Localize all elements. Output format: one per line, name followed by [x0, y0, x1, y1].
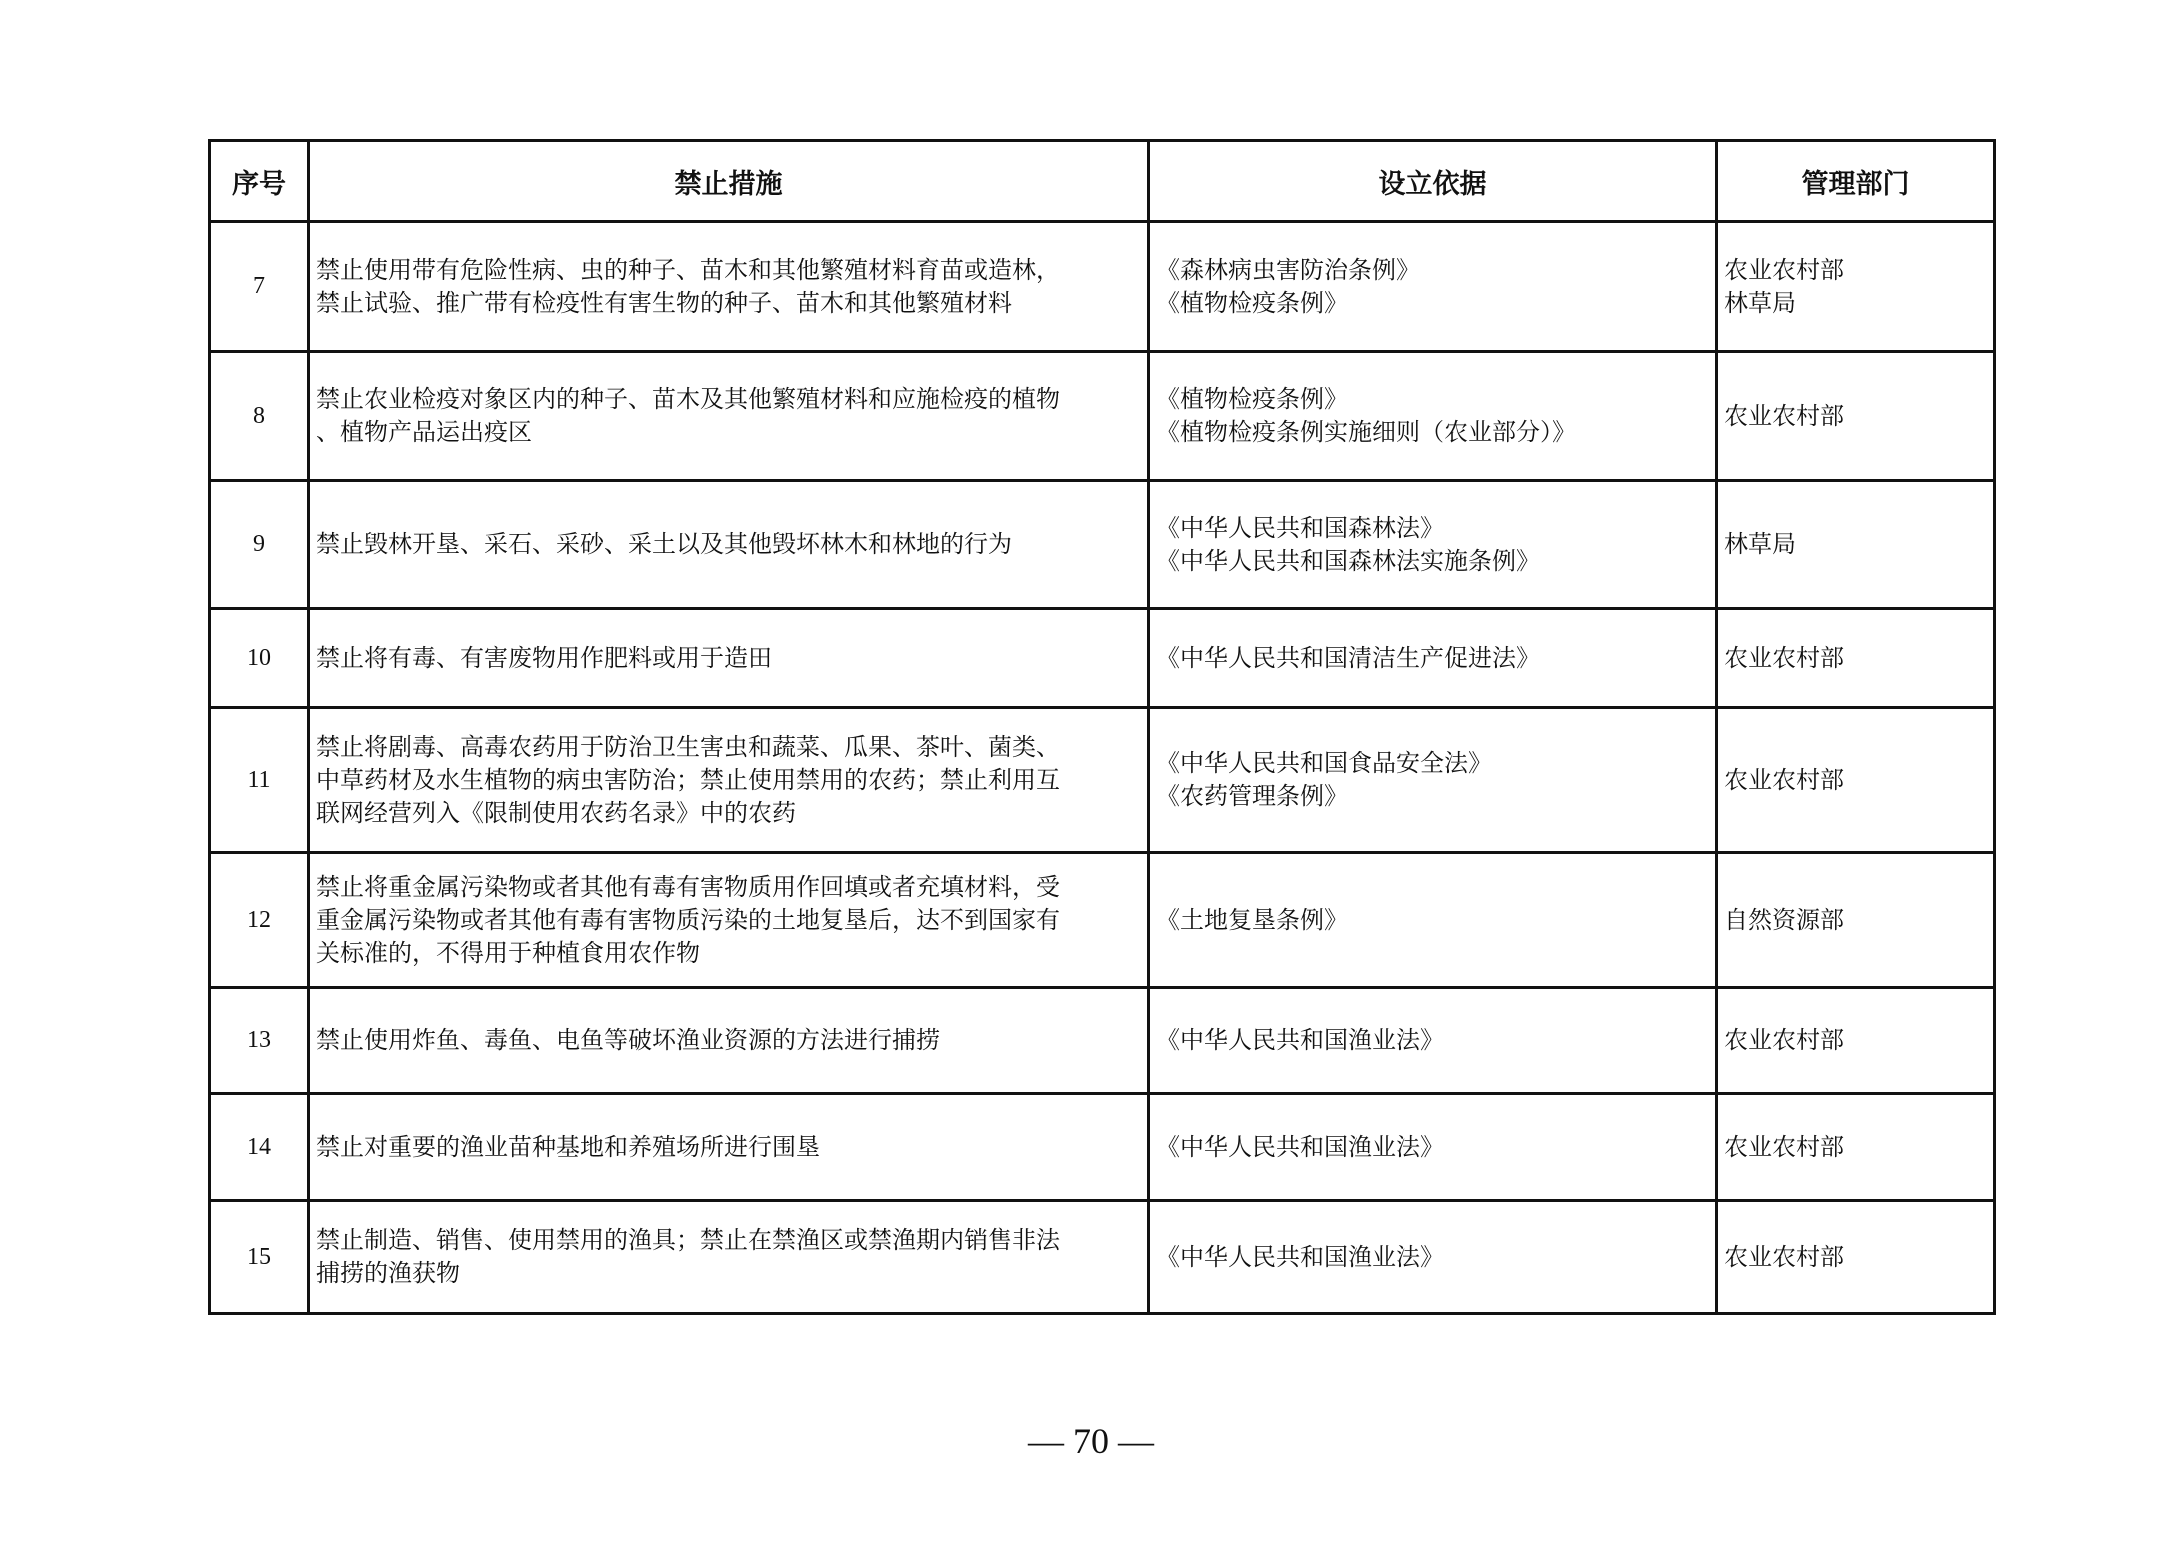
department-cell	[1717, 708, 1995, 853]
table-row	[210, 1094, 1995, 1201]
serial-number-cell: 13	[210, 988, 309, 1094]
basis-line: 《植物检疫条例实施细则（农业部分）》	[1156, 418, 1576, 446]
table-row	[210, 481, 1995, 609]
header-prohibition-measure: 禁止措施	[309, 141, 1149, 222]
measure-line: 禁止将剧毒、高毒农药用于防治卫生害虫和蔬菜、瓜果、茶叶、菌类、	[316, 732, 1060, 761]
measure-line: 禁止制造、销售、使用禁用的渔具；禁止在禁渔区或禁渔期内销售非法	[316, 1226, 1060, 1254]
serial-number-cell: 10	[210, 609, 309, 708]
prohibition-table	[208, 139, 1996, 1315]
table-row	[210, 609, 1995, 708]
department-cell	[1717, 352, 1995, 481]
measure-line: 重金属污染物或者其他有毒有害物质污染的土地复垦后，达不到国家有	[316, 905, 1060, 934]
legal-basis-cell	[1149, 1201, 1717, 1314]
measure-line: 禁止将有毒、有害废物用作肥料或用于造田	[316, 643, 772, 672]
table-body	[210, 222, 1995, 1314]
department-cell	[1717, 988, 1995, 1094]
header-serial-number: 序号	[210, 141, 309, 222]
serial-number-cell: 9	[210, 481, 309, 609]
department-line: 农业农村部	[1724, 1242, 1844, 1271]
department-line: 农业农村部	[1724, 1132, 1844, 1161]
basis-line: 《森林病虫害防治条例》	[1156, 255, 1420, 284]
prohibition-measure-cell	[309, 352, 1149, 481]
department-cell	[1717, 222, 1995, 352]
prohibition-measure-cell	[309, 222, 1149, 352]
legal-basis-cell	[1149, 708, 1717, 853]
serial-number-cell: 15	[210, 1201, 309, 1314]
measure-line: 中草药材及水生植物的病虫害防治；禁止使用禁用的农药；禁止利用互	[316, 765, 1060, 794]
basis-line: 《植物检疫条例》	[1156, 385, 1348, 413]
serial-number-cell: 11	[210, 708, 309, 853]
serial-number-cell: 8	[210, 352, 309, 481]
table-row	[210, 352, 1995, 481]
department-line: 林草局	[1724, 288, 1796, 317]
header-management-department: 管理部门	[1717, 141, 1995, 222]
measure-line: 捕捞的渔获物	[316, 1259, 460, 1287]
department-cell	[1717, 1094, 1995, 1201]
legal-basis-cell	[1149, 853, 1717, 988]
basis-line: 《农药管理条例》	[1156, 782, 1348, 810]
measure-line: 禁止使用炸鱼、毒鱼、电鱼等破坏渔业资源的方法进行捕捞	[316, 1026, 940, 1054]
measure-line: 禁止使用带有危险性病、虫的种子、苗木和其他繁殖材料育苗或造林，	[316, 255, 1060, 284]
basis-line: 《中华人民共和国森林法》	[1156, 513, 1444, 542]
measure-line: 禁止对重要的渔业苗种基地和养殖场所进行围垦	[316, 1132, 820, 1161]
department-line: 林草局	[1724, 530, 1796, 558]
header-legal-basis: 设立依据	[1149, 141, 1717, 222]
legal-basis-cell	[1149, 988, 1717, 1094]
serial-number-cell: 7	[210, 222, 309, 352]
department-cell	[1717, 853, 1995, 988]
department-cell	[1717, 609, 1995, 708]
prohibition-measure-cell	[309, 708, 1149, 853]
prohibition-measure-cell	[309, 1201, 1149, 1314]
table-row	[210, 708, 1995, 853]
serial-number-cell: 14	[210, 1094, 309, 1201]
measure-line: 禁止试验、推广带有检疫性有害生物的种子、苗木和其他繁殖材料	[316, 288, 1012, 317]
legal-basis-cell	[1149, 222, 1717, 352]
legal-basis-cell	[1149, 609, 1717, 708]
department-cell	[1717, 481, 1995, 609]
department-line: 农业农村部	[1724, 401, 1844, 430]
table-row	[210, 1201, 1995, 1314]
department-line: 自然资源部	[1724, 905, 1844, 934]
department-line: 农业农村部	[1724, 643, 1844, 672]
prohibition-measure-cell	[309, 481, 1149, 609]
table-row	[210, 988, 1995, 1094]
basis-line: 《中华人民共和国清洁生产促进法》	[1156, 643, 1540, 672]
table-header-row	[210, 141, 1995, 222]
department-line: 农业农村部	[1724, 765, 1844, 794]
department-cell	[1717, 1201, 1995, 1314]
table-row	[210, 222, 1995, 352]
basis-line: 《中华人民共和国渔业法》	[1156, 1132, 1444, 1161]
department-line: 农业农村部	[1724, 1026, 1844, 1054]
basis-line: 《中华人民共和国渔业法》	[1156, 1026, 1444, 1054]
measure-line: 关标准的，不得用于种植食用农作物	[316, 938, 700, 967]
measure-line: 联网经营列入《限制使用农药名录》中的农药	[316, 798, 796, 827]
prohibition-measure-cell	[309, 609, 1149, 708]
basis-line: 《中华人民共和国食品安全法》	[1156, 749, 1492, 777]
legal-basis-cell	[1149, 1094, 1717, 1201]
page-number: — 70 —	[1028, 1421, 1154, 1461]
prohibition-measure-cell	[309, 853, 1149, 988]
basis-line: 《中华人民共和国渔业法》	[1156, 1242, 1444, 1271]
department-line: 农业农村部	[1724, 255, 1844, 284]
basis-line: 《中华人民共和国森林法实施条例》	[1156, 546, 1540, 575]
legal-basis-cell	[1149, 481, 1717, 609]
serial-number-cell: 12	[210, 853, 309, 988]
table-row	[210, 853, 1995, 988]
measure-line: 禁止将重金属污染物或者其他有毒有害物质用作回填或者充填材料，受	[316, 872, 1060, 901]
measure-line: 禁止毁林开垦、采石、采砂、采土以及其他毁坏林木和林地的行为	[316, 530, 1012, 558]
basis-line: 《植物检疫条例》	[1156, 288, 1348, 317]
legal-basis-cell	[1149, 352, 1717, 481]
measure-line: 禁止农业检疫对象区内的种子、苗木及其他繁殖材料和应施检疫的植物	[316, 385, 1060, 413]
measure-line: 、植物产品运出疫区	[316, 418, 532, 446]
prohibition-measure-cell	[309, 1094, 1149, 1201]
basis-line: 《土地复垦条例》	[1156, 905, 1348, 934]
prohibition-measure-cell	[309, 988, 1149, 1094]
